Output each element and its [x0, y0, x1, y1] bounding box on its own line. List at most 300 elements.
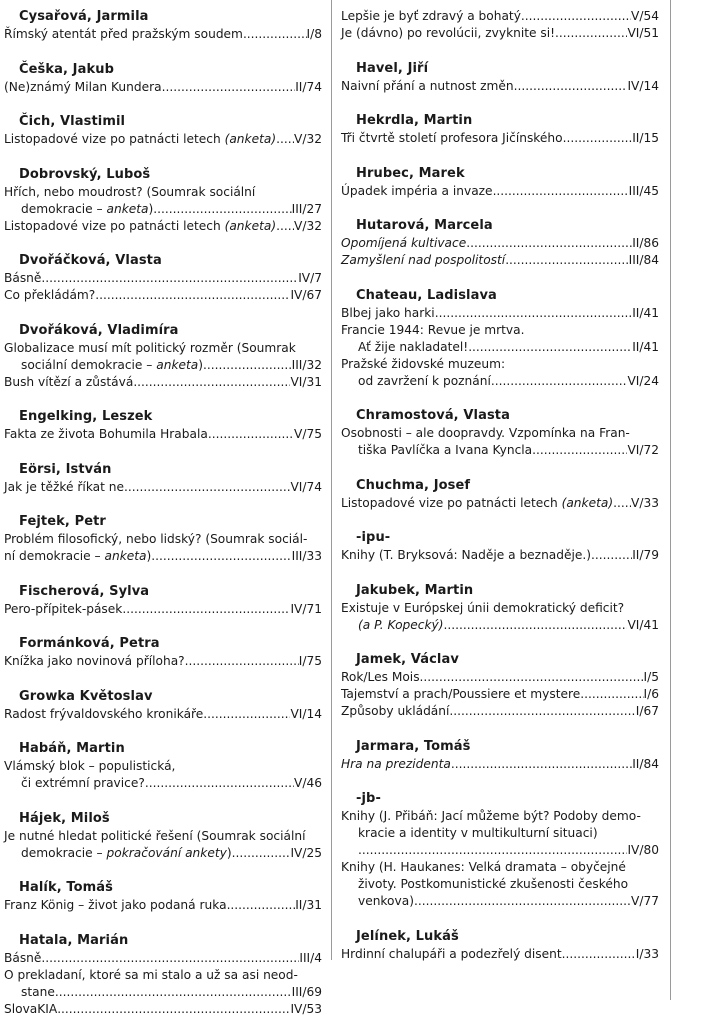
- article-title: [21, 775, 145, 792]
- title-italic-part: Opomíjená kultivace: [341, 236, 467, 250]
- dot-leader: [276, 218, 294, 235]
- issue-page-ref: II/31: [295, 898, 322, 912]
- article-line: [341, 25, 659, 42]
- author-entry: [4, 932, 322, 1018]
- article-title: [341, 305, 435, 322]
- issue-page-ref: III/84: [628, 253, 659, 267]
- issue-page-ref: II/41: [632, 339, 659, 354]
- article-line: [341, 669, 659, 686]
- article-line: [341, 305, 659, 322]
- dot-leader: [613, 495, 631, 512]
- issue-page-ref: V/46: [294, 776, 322, 790]
- article-title: [21, 845, 232, 862]
- issue-page-ref: IV/25: [290, 845, 322, 860]
- article-line: [341, 600, 659, 617]
- article-line: [341, 686, 659, 703]
- issue-page-ref: V/75: [294, 427, 322, 441]
- title-part: Tři čtvrtě století profesora Jičínského: [341, 131, 563, 145]
- author-entry: [4, 635, 322, 670]
- issue-page-ref: V/54: [631, 9, 659, 23]
- article-line: [341, 893, 659, 910]
- title-italic-part: (a P. Kopecký): [358, 617, 444, 632]
- article-line: [4, 340, 322, 357]
- article-line: [341, 425, 659, 442]
- issue-page-ref: II/41: [632, 305, 659, 320]
- issue-page-ref: V/32: [294, 132, 322, 146]
- author-entry: [341, 112, 659, 147]
- author-name: Chramostová, Vlasta: [356, 408, 510, 423]
- page-edge-rule: [670, 0, 671, 1000]
- title-part: Listopadové vize po patnácti letech: [4, 218, 225, 233]
- dot-leader: [153, 201, 291, 218]
- article-line: [341, 842, 659, 859]
- author-entry: [341, 8, 659, 42]
- title-part: Způsoby ukládání: [341, 704, 450, 718]
- title-part: Jak je těžké říkat ne: [4, 479, 125, 494]
- article-title: [341, 25, 555, 42]
- issue-page-ref: I/67: [635, 704, 659, 718]
- article-title: [4, 26, 243, 43]
- dot-leader: [41, 270, 298, 287]
- title-part: Rok/Les Mois: [341, 670, 420, 684]
- article-line: [4, 131, 322, 148]
- title-part: kracie a identity v multikulturní situaci): [358, 826, 598, 840]
- title-part: Pero-přípitek-pásek: [4, 601, 123, 616]
- dot-leader: [358, 842, 627, 859]
- column-divider: [331, 0, 332, 960]
- article-line: [4, 79, 322, 96]
- dot-leader: [133, 374, 290, 391]
- dot-leader: [514, 78, 628, 95]
- title-part: Bush vítězí a zůstává: [4, 374, 134, 389]
- dot-leader: [95, 287, 290, 304]
- article-line: [4, 967, 322, 984]
- title-part: Římský atentát před pražským soudem: [4, 27, 243, 41]
- article-line: [341, 373, 659, 390]
- dot-leader: [493, 183, 629, 200]
- article-title: [4, 548, 151, 565]
- author-name: Havel, Jiří: [356, 60, 429, 76]
- dot-leader: [435, 305, 632, 322]
- article-line: [4, 357, 322, 374]
- article-title: [341, 809, 641, 823]
- article-title: [341, 703, 449, 720]
- article-title: [4, 341, 296, 355]
- article-title: [4, 287, 95, 304]
- issue-page-ref: VI/74: [290, 479, 322, 494]
- author-entry: [341, 165, 659, 200]
- dot-leader: [57, 1001, 290, 1018]
- title-part: Knihy (H. Haukanes: Velká dramata – obyčejné: [341, 860, 626, 874]
- dot-leader: [563, 130, 633, 147]
- article-title: [4, 479, 124, 496]
- article-line: [4, 758, 322, 775]
- article-line: [341, 703, 659, 720]
- title-part: Básně: [4, 271, 42, 285]
- article-title: [358, 877, 628, 891]
- dot-leader: [562, 946, 636, 963]
- issue-page-ref: IV/67: [290, 288, 322, 302]
- article-title: [341, 547, 591, 564]
- article-title: [341, 426, 630, 440]
- title-part: ): [226, 845, 232, 860]
- article-title: [4, 706, 203, 723]
- article-line: [4, 479, 322, 496]
- issue-page-ref: III/32: [291, 357, 322, 372]
- title-part: Tajemství a prach/Poussiere et mystere: [341, 687, 581, 701]
- article-line: [4, 531, 322, 548]
- author-entry: [4, 583, 322, 618]
- article-title: [341, 323, 524, 337]
- article-title: [341, 686, 580, 703]
- author-name: Jelínek, Lukáš: [356, 928, 459, 944]
- title-part: Franz König – život jako podaná ruka: [4, 898, 227, 912]
- issue-page-ref: II/79: [632, 548, 659, 562]
- article-title: [4, 653, 185, 670]
- title-part: Lepšie je byť zdravý a bohatý: [341, 9, 521, 23]
- title-italic-part: (anketa): [561, 495, 614, 510]
- article-line: [4, 548, 322, 565]
- article-title: [341, 495, 613, 512]
- issue-page-ref: II/15: [632, 131, 659, 145]
- author-name: Čich, Vlastimil: [19, 114, 126, 129]
- issue-page-ref: VI/51: [627, 26, 659, 40]
- dot-leader: [451, 756, 632, 773]
- article-title: [4, 601, 122, 618]
- title-italic-part: Hra na prezidenta: [341, 756, 451, 771]
- article-title: [358, 893, 414, 910]
- dot-leader: [243, 26, 307, 43]
- title-part: Listopadové vize po patnácti letech: [341, 495, 562, 510]
- article-line: [341, 946, 659, 963]
- article-line: [341, 808, 659, 825]
- article-title: [4, 218, 276, 235]
- title-part: venkova): [358, 894, 414, 908]
- dot-leader: [420, 669, 644, 686]
- article-title: [4, 185, 255, 199]
- author-name: Formánková, Petra: [19, 636, 160, 651]
- issue-page-ref: IV/7: [298, 271, 322, 285]
- title-part: ní demokracie –: [4, 549, 105, 563]
- title-part: Existuje v Európskej únii demokratický deficit?: [341, 600, 625, 615]
- title-italic-part: anketa: [104, 549, 147, 563]
- author-name: Eörsi, István: [19, 461, 112, 477]
- author-entry: [4, 252, 322, 304]
- title-part: ): [146, 549, 152, 563]
- title-part: Globalizace musí mít politický rozměr (Soumrak: [4, 340, 296, 355]
- dot-leader: [414, 893, 631, 910]
- article-title: [4, 759, 175, 773]
- author-entry: [341, 738, 659, 773]
- article-line: [341, 859, 659, 876]
- issue-page-ref: I/5: [643, 670, 659, 684]
- article-title: [341, 8, 521, 25]
- title-part: Hřích, nebo moudrost? (Soumrak sociální: [4, 184, 256, 199]
- author-name: Engelking, Leszek: [19, 409, 153, 424]
- article-title: [21, 984, 55, 1001]
- author-entry: [341, 287, 659, 390]
- article-title: [358, 339, 468, 356]
- article-line: [4, 601, 322, 618]
- issue-page-ref: III/69: [291, 984, 322, 999]
- dot-leader: [555, 25, 627, 42]
- dot-leader: [122, 601, 290, 618]
- article-title: [341, 183, 493, 200]
- title-part: sociální demokracie –: [21, 357, 157, 372]
- title-part: Co překládám?: [4, 288, 96, 302]
- author-name: Hatala, Marián: [19, 932, 129, 948]
- article-title: [4, 131, 276, 148]
- author-name: -ipu-: [356, 530, 391, 545]
- issue-page-ref: II/86: [632, 236, 659, 250]
- issue-page-ref: IV/71: [290, 601, 322, 616]
- article-title: [4, 79, 162, 96]
- issue-page-ref: V/32: [294, 218, 322, 233]
- article-title: [4, 1001, 57, 1018]
- title-part: od zavržení k poznání: [358, 373, 491, 388]
- author-entry: [341, 651, 659, 720]
- article-title: [358, 826, 598, 840]
- author-name: Growka Květoslav: [19, 688, 153, 704]
- article-line: [4, 287, 322, 304]
- title-part: demokracie –: [21, 201, 107, 216]
- article-title: [341, 78, 514, 95]
- article-title: [4, 897, 227, 914]
- article-line: [4, 653, 322, 670]
- author-entry: [4, 408, 322, 443]
- article-line: [341, 495, 659, 512]
- article-line: [4, 426, 322, 443]
- article-line: [341, 8, 659, 25]
- title-part: Úpadek impéria a invaze: [341, 183, 493, 198]
- article-line: [4, 1001, 322, 1018]
- title-part: Osobnosti – ale doopravdy. Vzpomínka na Fran-: [341, 426, 630, 440]
- article-title: [358, 442, 532, 459]
- issue-page-ref: VI/24: [627, 373, 659, 388]
- issue-page-ref: VI/14: [290, 706, 322, 721]
- article-title: [21, 357, 203, 374]
- title-part: Je nutné hledat politické řešení (Soumrak sociální: [4, 828, 306, 843]
- title-part: O prekladaní, ktoré sa mi stalo a už sa asi neod-: [4, 967, 298, 982]
- article-title: [4, 829, 305, 843]
- index-column-left: [4, 8, 322, 1035]
- author-name: Cysařová, Jarmila: [19, 9, 149, 24]
- title-italic-part: pokračování ankety: [106, 845, 227, 860]
- article-line: [341, 252, 659, 269]
- article-title: [341, 946, 562, 963]
- author-entry: [4, 688, 322, 723]
- article-title: [341, 252, 505, 269]
- dot-leader: [444, 617, 628, 634]
- issue-page-ref: III/4: [299, 950, 322, 965]
- title-part: demokracie –: [21, 845, 107, 860]
- article-line: [341, 130, 659, 147]
- article-title: [4, 374, 133, 391]
- article-title: [4, 426, 208, 443]
- author-entry: [4, 879, 322, 914]
- title-part: stane: [21, 984, 55, 999]
- title-part: Problém filosofický, nebo lidský? (Soumrak sociál-: [4, 532, 308, 546]
- dot-leader: [468, 339, 632, 356]
- title-part: ): [198, 357, 204, 372]
- article-line: [4, 374, 322, 391]
- article-title: [341, 235, 466, 252]
- title-italic-part: (anketa): [224, 132, 277, 146]
- title-part: Fakta ze života Bohumila Hrabala: [4, 427, 208, 441]
- article-title: [4, 532, 307, 546]
- author-name: -jb-: [356, 791, 381, 806]
- title-part: Listopadové vize po patnácti letech: [4, 132, 225, 146]
- author-entry: [4, 513, 322, 565]
- title-part: tiška Pavlíčka a Ivana Kyncla: [358, 443, 533, 457]
- article-title: [358, 373, 491, 390]
- article-line: [4, 26, 322, 43]
- issue-page-ref: III/45: [628, 183, 659, 198]
- author-name: Hrubec, Marek: [356, 165, 465, 181]
- article-line: [4, 706, 322, 723]
- dot-leader: [505, 252, 628, 269]
- title-part: Knížka jako novinová příloha?: [4, 654, 185, 668]
- title-italic-part: anketa: [106, 201, 149, 216]
- dot-leader: [203, 357, 292, 374]
- title-part: Ať žije nakladatel!: [358, 339, 469, 354]
- article-line: [341, 756, 659, 773]
- author-entry: [341, 529, 659, 564]
- issue-page-ref: IV/14: [627, 78, 659, 93]
- issue-page-ref: VI/31: [290, 374, 322, 389]
- author-entry: [341, 790, 659, 910]
- title-part: Knihy (T. Bryksová: Naděje a beznaděje.): [341, 548, 592, 562]
- title-part: Je (dávno) po revolúcii, zvyknite si!: [341, 26, 556, 40]
- issue-page-ref: II/84: [632, 756, 659, 771]
- title-part: či extrémní pravice?: [21, 776, 145, 790]
- article-title: [341, 756, 451, 773]
- article-title: [341, 130, 563, 147]
- dot-leader: [162, 79, 296, 96]
- issue-page-ref: I/33: [635, 946, 659, 961]
- article-line: [341, 617, 659, 634]
- author-name: Habáň, Martin: [19, 741, 125, 756]
- article-line: [341, 183, 659, 200]
- issue-page-ref: V/77: [631, 894, 659, 908]
- dot-leader: [449, 703, 635, 720]
- author-name: Češka, Jakub: [19, 61, 114, 77]
- dot-leader: [185, 653, 299, 670]
- dot-leader: [276, 131, 294, 148]
- article-title: [4, 270, 41, 287]
- author-name: Jakubek, Martin: [356, 582, 474, 598]
- title-part: Naivní přání a nutnost změn: [341, 78, 514, 93]
- author-entry: [4, 61, 322, 96]
- dot-leader: [151, 548, 291, 565]
- article-line: [341, 235, 659, 252]
- title-part: Vlámský blok – populistická,: [4, 759, 176, 773]
- author-entry: [4, 166, 322, 235]
- article-line: [341, 547, 659, 564]
- author-entry: [341, 582, 659, 634]
- author-name: Halík, Tomáš: [19, 880, 114, 895]
- author-name: Hutarová, Marcela: [356, 218, 493, 233]
- article-title: [358, 617, 444, 634]
- author-name: Chateau, Ladislava: [356, 287, 497, 303]
- article-title: [341, 860, 626, 874]
- dot-leader: [232, 845, 291, 862]
- dot-leader: [591, 547, 632, 564]
- issue-page-ref: III/33: [291, 549, 322, 563]
- index-column-right: [341, 8, 659, 980]
- article-line: [4, 950, 322, 967]
- author-name: Dvořáková, Vladimíra: [19, 322, 179, 338]
- dot-leader: [491, 373, 628, 390]
- issue-page-ref: II/74: [295, 79, 322, 94]
- article-title: [4, 968, 298, 982]
- title-part: Pražské židovské muzeum:: [341, 356, 506, 371]
- article-line: [4, 218, 322, 235]
- article-title: [4, 950, 41, 967]
- title-italic-part: anketa: [156, 357, 199, 372]
- article-title: [341, 601, 624, 615]
- dot-leader: [55, 984, 292, 1001]
- author-entry: [4, 322, 322, 391]
- issue-page-ref: III/27: [291, 201, 322, 216]
- title-part: Básně: [4, 950, 42, 965]
- author-entry: [4, 8, 322, 43]
- dot-leader: [227, 897, 296, 914]
- article-line: [341, 356, 659, 373]
- title-part: Hrdinní chalupáři a podezřelý disent: [341, 946, 562, 961]
- dot-leader: [208, 426, 294, 443]
- dot-leader: [521, 8, 631, 25]
- issue-page-ref: VI/41: [627, 617, 659, 632]
- title-part: ): [148, 201, 154, 216]
- title-part: Blbej jako harki: [341, 305, 435, 320]
- author-entry: [341, 60, 659, 95]
- article-line: [4, 184, 322, 201]
- title-part: (Ne)známý Milan Kundera: [4, 79, 162, 94]
- article-line: [341, 78, 659, 95]
- article-line: [4, 845, 322, 862]
- article-line: [4, 201, 322, 218]
- author-name: Jamek, Václav: [356, 652, 459, 667]
- title-part: SlovaKIA: [4, 1001, 58, 1016]
- issue-page-ref: I/6: [643, 687, 659, 701]
- article-line: [341, 876, 659, 893]
- author-entry: [4, 461, 322, 496]
- article-line: [4, 984, 322, 1001]
- issue-page-ref: I/75: [298, 654, 322, 668]
- dot-leader: [145, 775, 294, 792]
- title-part: životy. Postkomunistické zkušenosti českého: [358, 877, 629, 891]
- issue-page-ref: IV/80: [627, 843, 659, 857]
- author-entry: [4, 740, 322, 792]
- author-name: Hájek, Miloš: [19, 810, 110, 826]
- author-entry: [4, 113, 322, 148]
- title-part: Radost frývaldovského kronikáře: [4, 706, 204, 721]
- issue-page-ref: IV/53: [290, 1001, 322, 1016]
- issue-page-ref: VI/72: [627, 443, 659, 457]
- author-entry: [341, 407, 659, 459]
- dot-leader: [532, 442, 627, 459]
- dot-leader: [203, 706, 290, 723]
- author-name: Jarmara, Tomáš: [356, 738, 471, 754]
- title-part: Knihy (J. Přibáň: Jací můžeme být? Podoby demo-: [341, 809, 641, 823]
- author-name: Fischerová, Sylva: [19, 583, 150, 599]
- article-line: [4, 828, 322, 845]
- article-line: [341, 322, 659, 339]
- dot-leader: [41, 950, 299, 967]
- author-entry: [341, 217, 659, 269]
- article-line: [341, 442, 659, 459]
